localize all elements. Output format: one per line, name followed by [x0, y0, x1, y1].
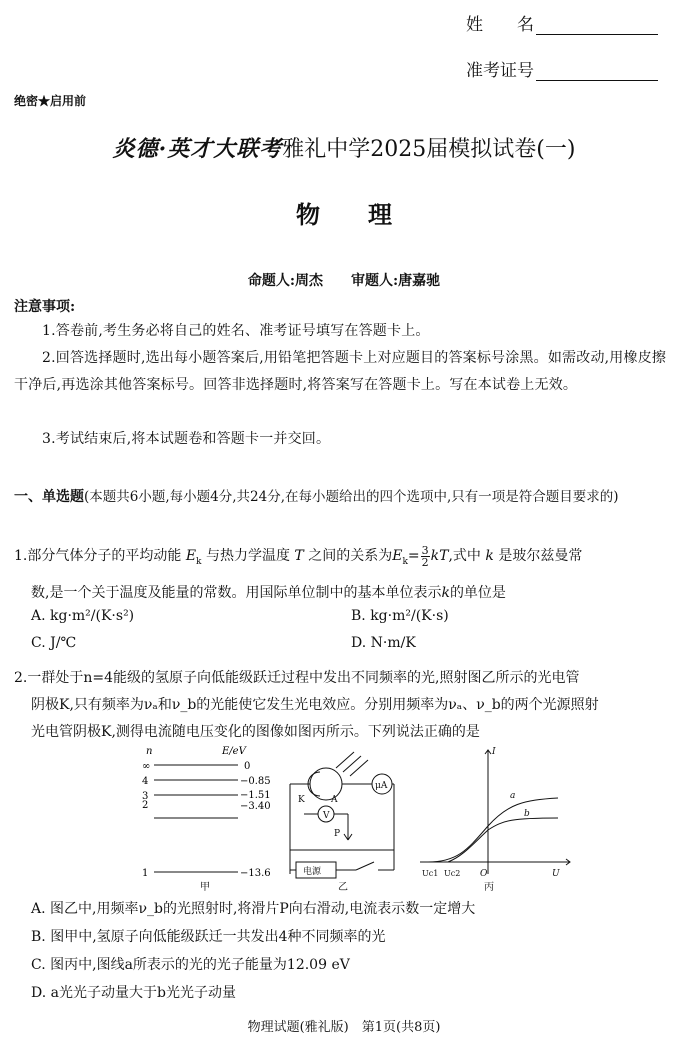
figure-yi-labels: [298, 781, 388, 893]
question-1: [14, 543, 676, 576]
bing-label-a: a: [510, 791, 516, 801]
q1-ek: E: [185, 548, 197, 564]
q1-fraction: [421, 545, 430, 568]
q1-option-c-text: J/℃: [50, 635, 77, 651]
q1-option-b[interactable]: [351, 608, 449, 624]
jia-level-e-4: −0.85: [240, 776, 271, 787]
figure-bing-labels: [422, 747, 560, 893]
q1-t: T: [294, 548, 304, 564]
q2-option-c[interactable]: [31, 954, 350, 974]
yi-label-a: A: [331, 795, 338, 805]
bing-label-u: U: [552, 869, 560, 879]
yi-label-ua: μA: [375, 781, 388, 791]
jia-level-e-3: −1.51: [240, 790, 271, 801]
q1-option-a-text: kg·m²/(K·s²): [50, 608, 135, 624]
name-row: [466, 10, 658, 35]
bing-label-uc1: Uc1: [422, 869, 439, 878]
yi-label-source: 电源: [303, 867, 322, 877]
q1-text-f: 的单位是: [449, 585, 506, 601]
title-brand: 炎德·英才大联考: [112, 136, 283, 162]
jia-level-n-2: 2: [142, 800, 149, 811]
q1-option-b-label: B.: [351, 608, 366, 624]
q2-option-b-text: 图甲中,氢原子向低能级跃迁一共发出4种不同频率的光: [50, 929, 386, 945]
notice-title: 注意事项:: [14, 299, 76, 315]
q1-ek-sub2: k: [402, 556, 408, 567]
bing-caption: 丙: [484, 882, 494, 893]
q1-text-b: 与热力学温度: [205, 548, 290, 564]
name-blank: [536, 18, 658, 35]
q1-text-d: ,式中: [448, 548, 481, 564]
yi-label-k: K: [298, 795, 305, 805]
jia-level-n-inf: ∞: [142, 761, 151, 772]
q2-option-d-text: a光光子动量大于b光光子动量: [50, 985, 236, 1001]
q1-option-d[interactable]: [351, 635, 416, 651]
q1-kt: kT: [430, 548, 449, 564]
notice-item-2: 2.回答选择题时,选出每小题答案后,用铅笔把答题卡上对应题目的答案标号涂黑。如需改动,用橡皮擦干净后,再选涂其他答案标号。回答非选择题时,将答案写在答题卡上。写在本试卷上无效。: [14, 350, 667, 393]
section-desc: (本题共6小题,每小题4分,共24分,在每小题给出的四个选项中,只有一项是符合题目要求的): [84, 489, 619, 505]
yi-light-ray-2: [343, 756, 361, 772]
q2-option-b-label: B.: [31, 929, 46, 945]
page-footer: 物理试题(雅礼版) 第1页(共8页): [247, 1020, 441, 1035]
notice-item-1: 1.答卷前,考生务必将自己的姓名、准考证号填写在答题卡上。: [42, 323, 430, 339]
q1-option-c[interactable]: [31, 635, 76, 651]
q2-option-a[interactable]: [31, 898, 475, 918]
yi-label-p: P: [334, 829, 341, 839]
id-label: 准考证号: [466, 61, 534, 81]
q1-k2: k: [441, 585, 450, 601]
bing-label-uc2: Uc2: [444, 869, 461, 878]
exam-title: [0, 132, 688, 163]
name-label: 姓 名: [466, 15, 534, 35]
secret-label: 绝密★启用前: [14, 94, 87, 108]
question-2-line3: [14, 719, 676, 746]
q1-line2: 数,是一个关于温度及能量的常数。用国际单位制中的基本单位表示: [31, 585, 442, 601]
yi-switch: [356, 862, 374, 870]
q2-option-d-label: D.: [31, 985, 47, 1001]
q2-option-a-label: A.: [31, 901, 46, 917]
id-row: [466, 56, 658, 81]
title-rest: 雅礼中学2025届模拟试卷(一): [282, 137, 576, 162]
q1-num: 1.: [14, 548, 28, 564]
yi-light-ray-1: [336, 752, 354, 768]
yi-label-v: V: [323, 811, 330, 821]
jia-level-n-4: 4: [142, 776, 149, 787]
bing-label-o: O: [480, 869, 488, 879]
id-blank: [536, 64, 658, 81]
notice-item-3: 3.考试结束后,将本试题卷和答题卡一并交回。: [42, 431, 331, 447]
jia-level-n-1: 1: [142, 868, 149, 879]
q2-figures: [138, 744, 578, 894]
figure-yi: [290, 752, 394, 878]
q1-text-c: 之间的关系为: [308, 548, 393, 564]
q1-k: k: [485, 548, 494, 564]
q2-option-d[interactable]: [31, 982, 236, 1002]
q1-option-d-text: N·m/K: [370, 635, 416, 651]
q1-ek2: E: [392, 548, 403, 564]
q2-option-c-text: 图丙中,图线a所表示的光的光子能量为12.09 eV: [50, 957, 350, 973]
question-2-line2: [14, 692, 676, 719]
q1-option-d-label: D.: [351, 635, 367, 651]
jia-level-e-2: −3.40: [240, 801, 271, 812]
q2-line1: 一群处于n=4能级的氢原子向低能级跃迁过程中发出不同频率的光,照射图乙所示的光电管: [27, 670, 580, 686]
yi-light-ray-3: [350, 760, 368, 776]
q1-text-a: 部分气体分子的平均动能: [27, 548, 182, 564]
figure-bing: [420, 750, 570, 874]
jia-e-label: E/eV: [222, 746, 246, 757]
subject-title: 物 理: [296, 200, 392, 229]
jia-n-label: n: [146, 746, 153, 757]
q1-option-b-text: kg·m²/(K·s): [370, 608, 449, 624]
q1-option-a-label: A.: [31, 608, 46, 624]
q2-option-b[interactable]: [31, 926, 386, 946]
q2-option-a-text: 图乙中,用频率ν_b的光照射时,将滑片P向右滑动,电流表示数一定增大: [50, 901, 476, 917]
q1-eq: =: [407, 548, 420, 564]
section-heading: [14, 484, 676, 511]
q2-num: 2.: [14, 670, 28, 686]
section-title: 一、单选题: [14, 489, 84, 505]
bing-curve-a: [428, 798, 558, 862]
question-1-line2: [14, 580, 676, 607]
bing-curve-b: [448, 818, 558, 862]
q1-frac-den: 2: [421, 555, 429, 569]
question-2: [14, 665, 676, 692]
bing-label-b: b: [524, 809, 530, 819]
q2-line2: 阴极K,只有频率为νₐ和ν_b的光能使它发生光电效应。分别用频率为νₐ、ν_b的两个光源照射: [31, 697, 599, 713]
q1-frac-num: 3: [421, 543, 429, 557]
q1-option-c-label: C.: [31, 635, 46, 651]
q2-option-c-label: C.: [31, 957, 46, 973]
yi-caption: 乙: [338, 882, 348, 893]
q1-text-e: 是玻尔兹曼常: [498, 548, 583, 564]
jia-caption: 甲: [200, 882, 210, 893]
bing-label-i: I: [492, 747, 496, 757]
jia-level-n-3: 3: [142, 791, 149, 802]
q2-line3: 光电管阴极K,测得电流随电压变化的图像如图丙所示。下列说法正确的是: [31, 724, 480, 740]
jia-level-e-1: −13.6: [240, 868, 271, 879]
q1-option-a[interactable]: [31, 608, 134, 624]
q1-ek-sub: k: [196, 556, 202, 567]
figure-jia: [142, 746, 271, 893]
authors: 命题人:周杰 审题人:唐嘉驰: [247, 273, 441, 289]
jia-level-e-inf: 0: [244, 761, 251, 772]
